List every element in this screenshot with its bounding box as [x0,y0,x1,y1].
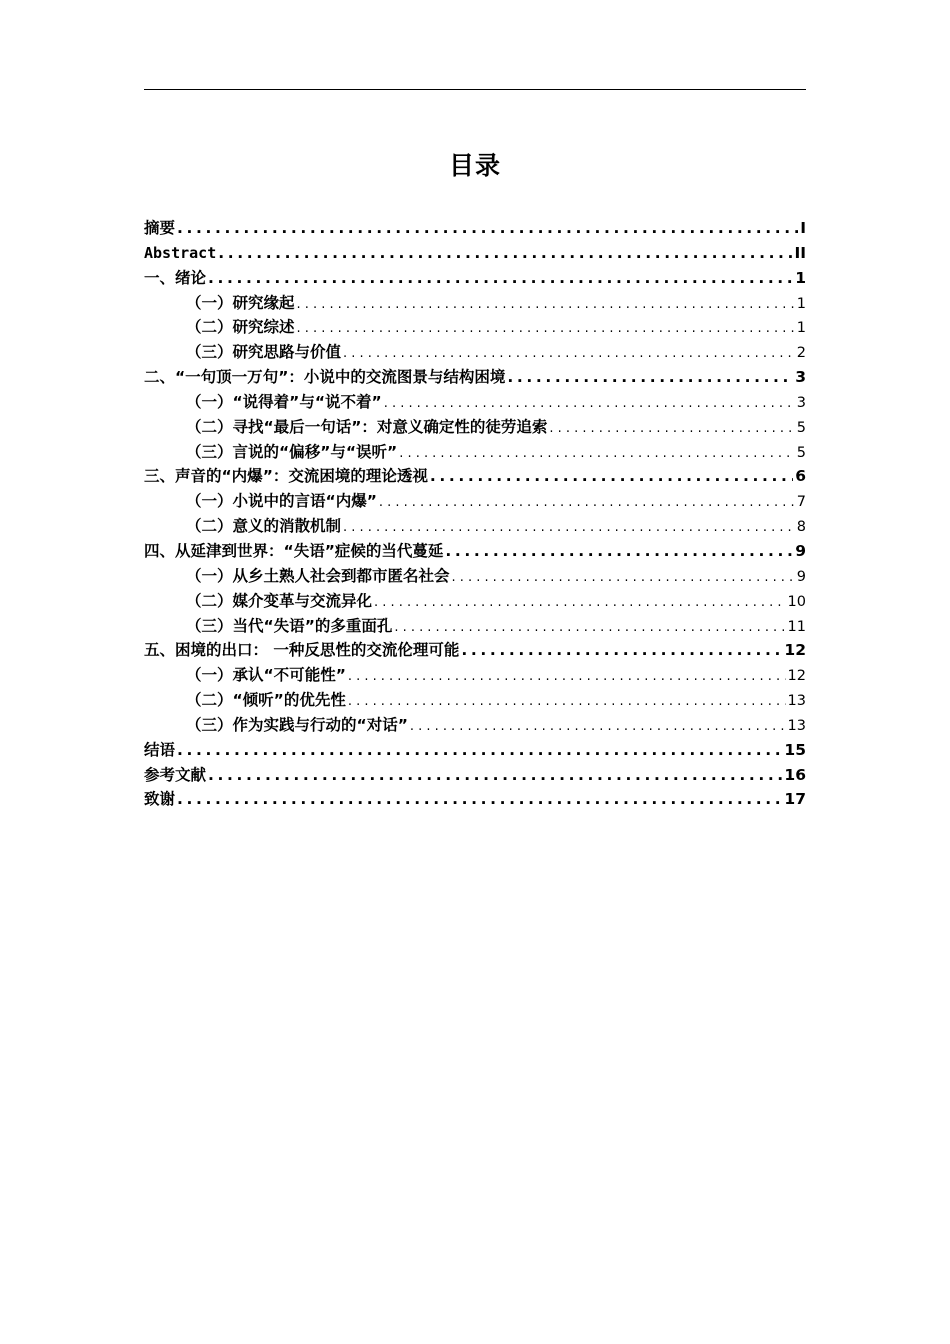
toc-entry-page-number: 1 [796,295,806,312]
toc-entry-section[interactable] [144,291,806,316]
toc-entry-section[interactable] [144,514,806,539]
toc-dot-leader [549,417,794,442]
toc-entry-section[interactable] [144,489,806,514]
toc-entry-label: （三）研究思路与价值 [186,343,342,362]
toc-dot-leader [461,638,782,663]
toc-entry-section[interactable] [144,315,806,340]
toc-entry-label: （三）当代“失语”的多重面孔 [186,616,393,635]
toc-entry-section[interactable] [144,663,806,688]
toc-dot-leader [177,738,782,763]
toc-dot-leader [218,241,792,266]
toc-entry-label: （一）从乡土熟人社会到都市匿名社会 [186,566,450,585]
toc-entry-page-number: 13 [787,717,806,734]
header-rule [144,89,806,90]
toc-entry-section[interactable] [144,589,806,614]
toc-entry-label: 摘要 [144,219,176,237]
toc-entry-page-number: 12 [787,668,806,685]
toc-dot-leader [430,464,793,489]
toc-entry-label: （三）言说的“偏移”与“误听” [186,442,398,461]
toc-dot-leader [343,342,795,367]
toc-dot-leader [177,787,782,812]
toc-entry-section[interactable] [144,614,806,639]
toc-entry-page-number: 12 [784,641,806,660]
toc-dot-leader [374,591,786,616]
toc-entry-page-number: 3 [796,394,806,411]
toc-dot-leader [410,715,786,740]
toc-entry-section[interactable] [144,415,806,440]
table-of-contents [144,216,806,812]
toc-dot-leader [379,491,795,516]
toc-dot-leader [297,317,795,342]
toc-dot-leader [394,616,785,641]
toc-dot-leader [208,763,782,788]
toc-entry-chapter[interactable] [144,638,806,663]
toc-entry-label: 参考文献 [144,765,207,784]
toc-entry-section[interactable] [144,688,806,713]
toc-entry-page-number: 17 [784,790,806,809]
toc-entry-label: 三、声音的“内爆”：交流困境的理论透视 [144,467,428,486]
toc-entry-chapter[interactable] [144,216,806,241]
toc-entry-page-number: 9 [796,568,806,585]
toc-entry-page-number: 11 [787,618,806,635]
toc-entry-label: （二）寻找“最后一句话”：对意义确定性的徒劳追索 [186,417,548,436]
toc-entry-page-number: 13 [787,693,806,710]
toc-entry-label: （三）作为实践与行动的“对话” [186,715,408,734]
toc-entry-section[interactable] [144,440,806,465]
toc-dot-leader [208,266,793,291]
toc-dot-leader [452,566,795,591]
toc-entry-label: 一、绪论 [144,268,207,287]
toc-dot-leader [343,516,795,541]
toc-dot-leader [507,365,793,390]
toc-entry-page-number: 5 [796,444,806,461]
toc-entry-section[interactable] [144,390,806,415]
toc-entry-page-number: I [800,219,806,237]
toc-entry-page-number: 6 [795,467,806,486]
toc-entry-page-number: 1 [796,320,806,337]
toc-entry-page-number: 9 [795,541,806,560]
toc-entry-label: （一）小说中的言语“内爆” [186,492,377,511]
toc-entry-section[interactable] [144,713,806,738]
toc-entry-label: Abstract [144,243,217,262]
toc-entry-label: （二）意义的消散机制 [186,517,342,536]
toc-entry-label: 致谢 [144,790,176,809]
toc-entry-chapter[interactable] [144,464,806,489]
toc-entry-chapter[interactable] [144,539,806,564]
toc-entry-page-number: 15 [784,740,806,759]
toc-entry-label: （二）“倾听”的优先性 [186,691,346,710]
toc-dot-leader [177,216,798,241]
toc-entry-label: 四、从延津到世界：“失语”症候的当代蔓延 [144,541,444,560]
toc-entry-chapter[interactable] [144,241,806,266]
toc-entry-chapter[interactable] [144,266,806,291]
toc-dot-leader [348,690,786,715]
toc-entry-page-number: II [794,243,806,262]
toc-entry-chapter[interactable] [144,787,806,812]
toc-title: 目录 [448,151,501,180]
toc-entry-page-number: 16 [784,765,806,784]
toc-entry-label: （二）媒介变革与交流异化 [186,591,373,610]
toc-entry-label: 五、困境的出口： 一种反思性的交流伦理可能 [144,641,460,660]
toc-entry-label: 结语 [144,740,176,759]
toc-entry-chapter[interactable] [144,738,806,763]
toc-dot-leader [445,539,793,564]
toc-entry-page-number: 1 [795,268,806,287]
toc-entry-section[interactable] [144,564,806,589]
toc-entry-label: （一）“说得着”与“说不着” [186,392,382,411]
toc-entry-page-number: 10 [787,593,806,610]
toc-dot-leader [297,293,795,318]
toc-entry-label: 二、“一句顶一万句”：小说中的交流图景与结构困境 [144,368,506,387]
toc-entry-chapter[interactable] [144,763,806,788]
toc-entry-section[interactable] [144,340,806,365]
toc-entry-label: （二）研究综述 [186,318,295,337]
toc-dot-leader [348,665,786,690]
toc-entry-chapter[interactable] [144,365,806,390]
toc-dot-leader [384,392,795,417]
toc-entry-label: （一）承认“不可能性” [186,666,346,685]
toc-entry-page-number: 8 [796,519,806,536]
toc-entry-page-number: 5 [796,419,806,436]
toc-entry-page-number: 7 [796,494,806,511]
toc-dot-leader [399,442,795,467]
toc-entry-label: （一）研究缘起 [186,293,295,312]
toc-entry-page-number: 3 [795,368,806,387]
toc-entry-page-number: 2 [796,345,806,362]
